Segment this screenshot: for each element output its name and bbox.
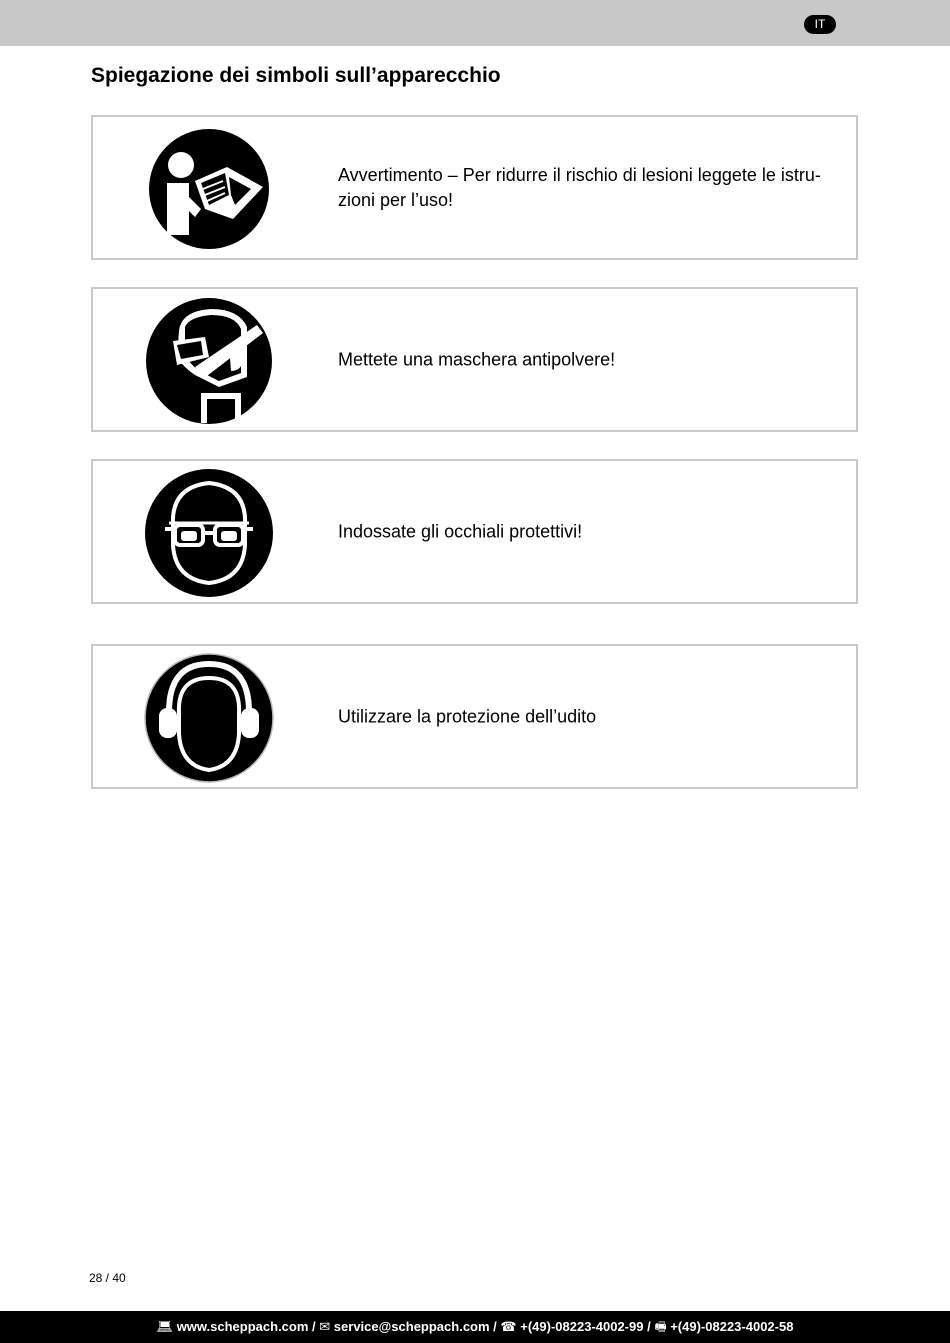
footer-separator: /: [643, 1319, 655, 1334]
footer-website[interactable]: www.scheppach.com: [176, 1319, 309, 1334]
footer-separator: /: [308, 1319, 320, 1334]
dust-mask-icon: [143, 295, 275, 427]
symbol-text: Indossate gli occhiali protettivi!: [338, 521, 583, 541]
safety-goggles-icon: [143, 467, 275, 599]
symbol-box-read-manual: [91, 115, 858, 260]
symbol-text: Mettete una maschera antipolvere!: [338, 349, 616, 369]
footer-email[interactable]: service@scheppach.com: [333, 1319, 490, 1334]
fax-icon: 🖷︎: [654, 1319, 667, 1334]
phone-icon: ☎: [500, 1319, 517, 1334]
symbol-text: Avvertimento – Per ridurre il rischio di lesioni leggete le istru-zioni per l’uso!: [338, 164, 821, 210]
symbol-text: Utilizzare la protezione dell’udito: [338, 706, 597, 726]
page-number: 28 / 40: [89, 1271, 126, 1285]
read-manual-icon: [143, 123, 275, 255]
symbol-box-safety-goggles: [91, 459, 858, 604]
symbol-box-hearing-protection: [91, 644, 858, 789]
header-bar: [0, 0, 950, 46]
footer-fax: +(49)-08223-4002-58: [670, 1319, 794, 1334]
footer-bar: [0, 1311, 950, 1343]
email-icon: ✉︎: [319, 1319, 331, 1334]
page-title: Spiegazione dei simboli sull’apparecchio: [91, 64, 501, 87]
symbol-box-dust-mask: [91, 287, 858, 432]
footer-phone: +(49)-08223-4002-99: [520, 1319, 644, 1334]
computer-icon: 💻︎: [156, 1319, 174, 1334]
language-badge: IT: [804, 15, 836, 34]
hearing-protection-icon: [143, 652, 275, 784]
footer-separator: /: [489, 1319, 501, 1334]
